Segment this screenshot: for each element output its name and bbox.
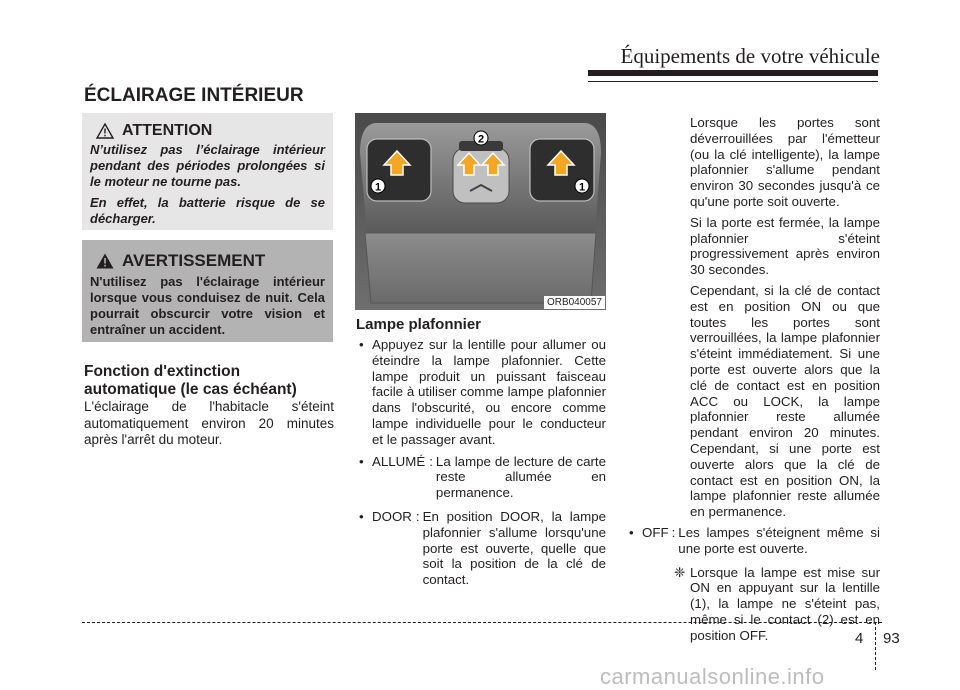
- lamp-off-key: OFF: [642, 524, 669, 540]
- page-number: 93: [883, 630, 900, 647]
- lamp-intro-item: [356, 337, 606, 448]
- page-number-separator: [875, 622, 876, 670]
- svg-text:1: 1: [578, 181, 586, 194]
- ignition-text: Cependant, si la clé de contact est en position ON ou que toutes les portes sont verrouillées, la lampe plafonnier s'éteint immédiatement. Si une porte est ouverte alors que la clé de contact est en position ACC ou LOCK, la lampe plafonnier reste allumée pendant environ 20 minutes. Cependant, si une porte est ouverte alors que la clé de contact est en position ON, la lampe plafonnier reste allumée en permanence.: [690, 282, 880, 520]
- door-unlock-text: Lorsque les portes sont déverrouillées par l'émetteur (ou la clé intelligente), la lampe plafonnier s'allume pendant environ 30 secondes jusqu'à ce qu'une porte soit ouverte.: [690, 115, 880, 209]
- lamp-off-item: [626, 525, 880, 557]
- photo-code: ORB040057: [544, 296, 605, 309]
- overhead-lamp-photo: [355, 113, 606, 310]
- warning-header: [90, 251, 325, 271]
- lamp-title: Lampe plafonnier: [356, 316, 482, 333]
- lamp-door-key: DOOR: [372, 508, 412, 524]
- lamp-on-sep: :: [429, 453, 433, 469]
- callout-badge-2: [474, 131, 488, 146]
- door-closed-text: Si la porte est fermée, la lampe plafonnier s'éteint progressivement après environ 30 secondes.: [690, 214, 880, 278]
- attention-box: [82, 113, 333, 230]
- warning-text: N'utilisez pas l'éclairage intérieur lorsque vous conduisez de nuit. Cela pourrait obscurcir votre vision et entraîner un accident.: [90, 274, 325, 337]
- header-rule: [588, 81, 878, 82]
- attention-text-1: N’utilisez pas l’éclairage intérieur pendant des périodes prolongées si le moteur ne tourne pas.: [90, 142, 325, 189]
- bullet-dot: •: [359, 508, 364, 524]
- note-text: Lorsque la lampe est mise sur ON en appuyant sur la lentille (1), la lampe ne s'éteint pas, même si le contact (2) est en position OFF.: [690, 564, 880, 643]
- note-mark-icon: ❈: [674, 564, 686, 580]
- attention-text-2: En effet, la batterie risque de se décharger.: [90, 195, 325, 226]
- header-bar: [588, 70, 878, 76]
- lamp-door-item: [356, 509, 606, 588]
- lamp-off-text: Les lampes s'éteignent même si une porte est ouverte.: [678, 524, 880, 556]
- svg-text:2: 2: [477, 133, 485, 146]
- warning-triangle-icon: [96, 253, 114, 269]
- lamp-door-sep: :: [415, 508, 420, 524]
- warning-title: AVERTISSEMENT: [122, 251, 266, 270]
- svg-text:1: 1: [374, 181, 382, 194]
- lamp-intro-text: Appuyez sur la lentille pour allumer ou éteindre la lampe plafonnier. Cette lampe produit un puissant faisceau facile à utiliser comme lampe plafonnier dans l'obscurité, ou encore comme lampe individuelle pour le conducteur et le passager avant.: [372, 337, 606, 447]
- watermark: carmanualsonline.info: [600, 664, 825, 689]
- auto-off-body: L'éclairage de l'habitacle s'éteint automatiquement environ 20 minutes après l'arrêt du moteur.: [84, 399, 334, 447]
- lamp-note: [674, 565, 880, 644]
- chapter-number: 4: [855, 630, 864, 647]
- caution-triangle-icon: [96, 123, 114, 139]
- callout-badge-1-right: [575, 179, 589, 194]
- section-title: ÉCLAIRAGE INTÉRIEUR: [84, 85, 304, 106]
- auto-off-title: Fonction d'extinction automatique (le cas échéant): [84, 363, 297, 398]
- lamp-on-text: La lampe de lecture de carte reste allumée en permanence.: [435, 453, 606, 501]
- chapter-header: Équipements de votre véhicule: [620, 44, 880, 68]
- lamp-off-sep: :: [671, 524, 676, 540]
- attention-header: [90, 122, 325, 140]
- lamp-on-item: [356, 454, 606, 501]
- callout-badge-1-left: [371, 179, 385, 194]
- attention-title: ATTENTION: [122, 122, 213, 139]
- bullet-dot: •: [629, 524, 634, 540]
- overhead-console-illustration: [355, 113, 606, 310]
- lamp-description: [356, 337, 606, 596]
- bullet-dot: •: [359, 453, 364, 469]
- footer-rule: [82, 622, 882, 623]
- lamp-on-key: ALLUMÉ: [372, 453, 426, 469]
- bullet-dot: •: [359, 337, 364, 352]
- lamp-door-text: En position DOOR, la lampe plafonnier s'allume lorsqu'une porte est ouverte, quelle que soit la position de la clé de contact.: [422, 508, 606, 588]
- warning-box: [82, 240, 333, 342]
- lamp-description-continued: [626, 115, 880, 644]
